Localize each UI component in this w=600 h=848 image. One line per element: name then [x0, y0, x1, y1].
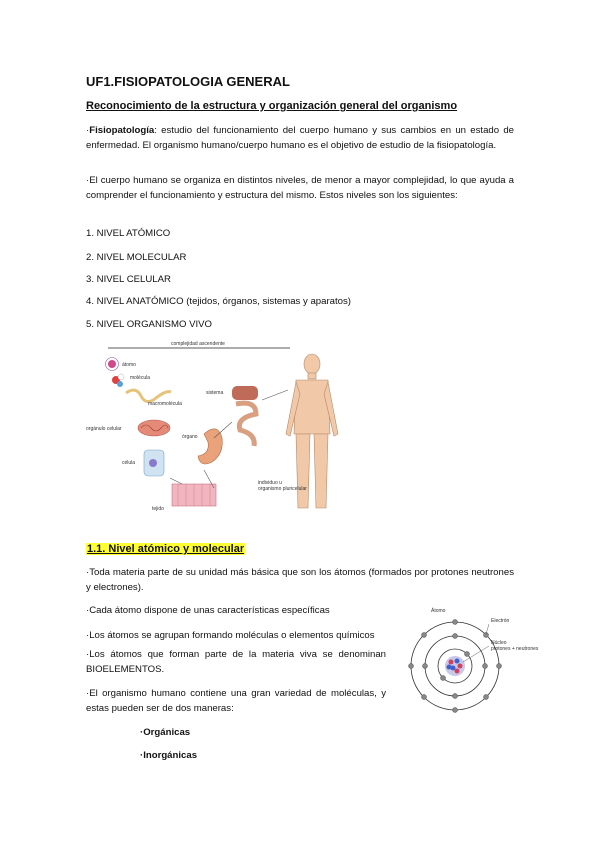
label-sistema: sistema	[206, 390, 224, 396]
paragraph-atomos: ·Toda materia parte de su unidad más básica que son los átomos (formados por protones neutrones y electrones).	[86, 567, 514, 593]
label-molecula: molécula	[130, 375, 151, 381]
nucleus-illustration	[445, 656, 465, 676]
atom-diagram	[395, 604, 539, 722]
system-illustration	[232, 386, 258, 446]
level-item: 5. NIVEL ORGANISMO VIVO	[86, 319, 212, 330]
level-item: 4. NIVEL ANATÓMICO (tejidos, órganos, sistemas y aparatos)	[86, 296, 351, 307]
label-organo: órgano	[182, 434, 198, 440]
document-title: UF1.FISIOPATOLOGIA GENERAL	[86, 74, 290, 89]
label-tejido: tejido	[152, 506, 164, 512]
molecule-type-inorganicas: ·Inorgánicas	[140, 750, 198, 761]
level-item: 3. NIVEL CELULAR	[86, 274, 171, 285]
paragraph-fisiopatologia: ·Fisiopatología: estudio del funcionamiento del cuerpo humano y sus cambios en un estado de enfermedad. El organismo humano/cuerpo humano es el objetivo de estudio de la fisiopatología.	[86, 125, 514, 151]
definition-text: : estudio del funcionamiento del cuerpo humano y sus cambios en un estado de enfermedad. El organismo humano/cuerpo humano es el objetivo de estudio de la fisiopatología.	[86, 125, 514, 151]
nucleus-label: Núcleo	[491, 640, 507, 646]
figure-header: complejidad ascendente	[171, 341, 225, 347]
nucleus-sub-label: protones + neutrones	[491, 646, 539, 652]
electron-label: Electrón	[491, 618, 510, 624]
human-body-illustration	[286, 354, 338, 508]
section-heading: 1.1. Nivel atómico y molecular	[87, 543, 245, 555]
label-organelo: orgánulo celular	[86, 426, 122, 432]
paragraph-caracteristicas: ·Cada átomo dispone de unas características específicas	[86, 605, 330, 616]
label-individuo-1: individuo u	[258, 480, 282, 486]
organization-levels-figure	[86, 338, 361, 520]
paragraph-variedad: ·El organismo humano contiene una gran variedad de moléculas, y estas pueden ser de dos maneras:	[86, 688, 386, 714]
label-celula: célula	[122, 460, 136, 466]
atom-label: Átomo	[431, 608, 446, 614]
label-macromolecula: macromolécula	[148, 401, 182, 407]
paragraph-moleculas: ·Los átomos se agrupan formando moléculas o elementos químicos	[86, 630, 375, 641]
document-subtitle: Reconocimiento de la estructura y organización general del organismo	[86, 100, 458, 112]
atom-illustration	[106, 358, 119, 371]
molecule-illustration	[112, 374, 124, 387]
tissue-illustration	[172, 484, 216, 506]
label-individuo-2: organismo pluricelular	[258, 486, 307, 492]
organelle-illustration	[138, 420, 170, 436]
term-fisiopatologia: Fisiopatología	[89, 125, 155, 136]
paragraph-niveles: ·El cuerpo humano se organiza en distintos niveles, de menor a mayor complejidad, lo que ayuda a comprender el funcionamiento y estructura del mismo. Estos niveles son los siguientes:	[86, 175, 514, 201]
level-item: 2. NIVEL MOLECULAR	[86, 252, 187, 263]
label-atomo: átomo	[122, 362, 136, 368]
molecule-type-organicas: ·Orgánicas	[140, 727, 191, 738]
paragraph-bioelementos: ·Los átomos que forman parte de la materia viva se denominan BIOELEMENTOS.	[86, 649, 386, 675]
level-item: 1. NIVEL ATÓMICO	[86, 228, 171, 239]
macromolecule-illustration	[126, 390, 171, 401]
